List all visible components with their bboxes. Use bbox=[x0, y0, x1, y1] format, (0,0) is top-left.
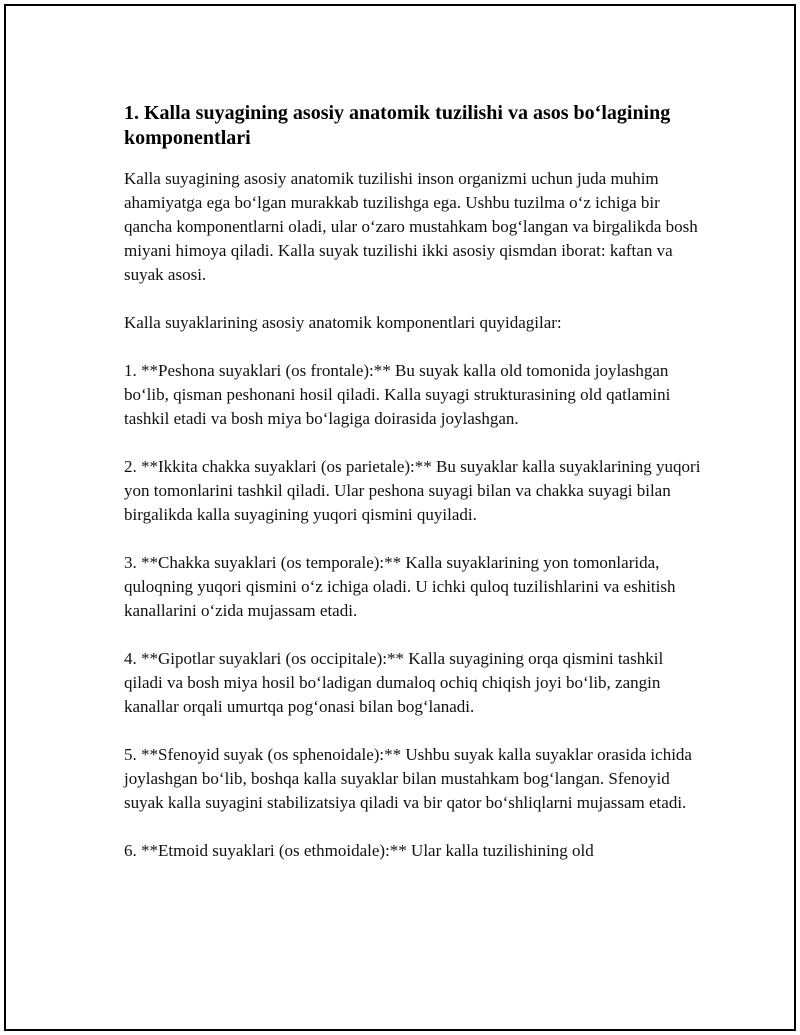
paragraph-intro: Kalla suyagining asosiy anatomik tuzilishi inson organizmi uchun juda muhim ahamiyatga ega bo‘lgan murakkab tuzilishga ega. Ushbu tuzilma o‘z ichiga bir qancha komponentlarni oladi, ular o‘zaro mustahkam bog‘langan va birgalikda bosh miyani himoya qiladi. Kalla suyak tuzilishi ikki asosiy qismdan iborat: kaftan va suyak asosi. bbox=[124, 169, 698, 284]
document-body bbox=[124, 101, 704, 887]
paragraph-item-parietal: 2. **Ikkita chakka suyaklari (os parietale):** Bu suyaklar kalla suyaklarining yuqori yon tomonlarini tashkil qiladi. Ular peshona suyagi bilan va chakka suyagi bilan birgalikda kalla suyagining yuqori qismini quyiladi. bbox=[124, 457, 701, 524]
section-heading: 1. Kalla suyagining asosiy anatomik tuzilishi va asos bo‘lagining komponentlari bbox=[124, 102, 671, 149]
paragraph-item-ethmoid: 6. **Etmoid suyaklari (os ethmoidale):** Ular kalla tuzilishining old bbox=[124, 841, 594, 860]
paragraph-item-sphenoid: 5. **Sfenoyid suyak (os sphenoidale):** Ushbu suyak kalla suyaklar orasida ichida joylashgan bo‘lib, boshqa kalla suyaklar bilan mustahkam bog‘langan. Sfenoyid suyak kalla suyagini stabilizatsiya qiladi va bir qator bo‘shliqlarni mujassam etadi. bbox=[124, 745, 692, 812]
paragraph-item-temporal: 3. **Chakka suyaklari (os temporale):** Kalla suyaklarining yon tomonlarida, quloqning yuqori qismini o‘z ichiga oladi. U ichki quloq tuzilishlarini va eshitish kanallarini o‘zida mujassam etadi. bbox=[124, 553, 676, 620]
paragraph-item-occipital: 4. **Gipotlar suyaklari (os occipitale):** Kalla suyagining orqa qismini tashkil qiladi va bosh miya hosil bo‘ladigan dumaloq ochiq chiqish joyi bo‘lib, zangin kanallar orqali umurtqa pog‘onasi bilan bog‘lanadi. bbox=[124, 649, 664, 716]
paragraph-components-intro: Kalla suyaklarining asosiy anatomik komponentlari quyidagilar: bbox=[124, 313, 562, 332]
paragraph-item-frontal: 1. **Peshona suyaklari (os frontale):** Bu suyak kalla old tomonida joylashgan bo‘lib, qisman peshonani hosil qiladi. Kalla suyagi strukturasining old qatlamini tashkil etadi va bosh miya bo‘lagiga doirasida joylashgan. bbox=[124, 361, 671, 428]
document-page bbox=[4, 4, 796, 1031]
